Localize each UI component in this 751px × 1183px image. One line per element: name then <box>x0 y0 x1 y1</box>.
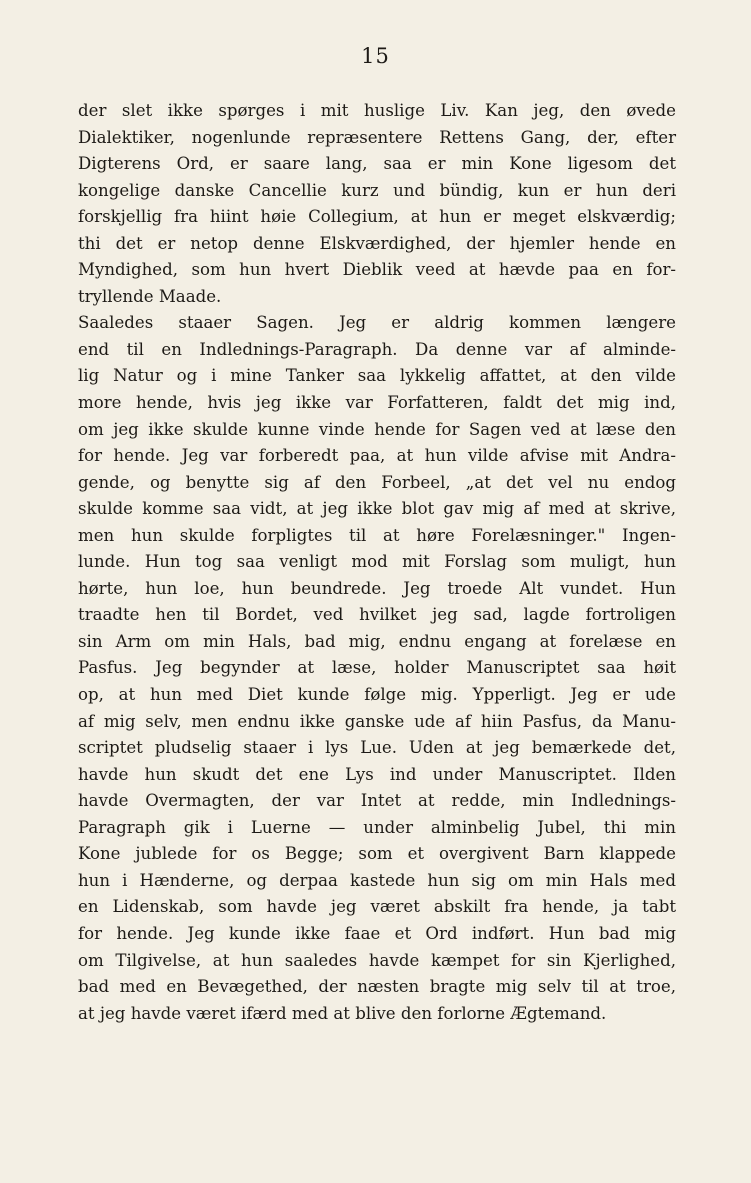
text-line: op, at hun med Diet kunde følge mig. Ypperligt. Jeg er ude <box>78 685 676 705</box>
text-line: kongelige danske Cancellie kurz und bündig, kun er hun deri <box>78 180 676 200</box>
paragraph-start-line: Saaledes staaer Sagen. Jeg er aldrig kommen længere <box>78 313 676 333</box>
text-line: more hende, hvis jeg ikke var Forfatteren, faldt det mig ind, <box>78 393 676 413</box>
text-line: tryllende Maade. <box>78 286 222 306</box>
text-line: forskjellig fra hiint høie Collegium, at hun er meget elskværdig; <box>78 207 676 227</box>
text-line: der slet ikke spørges i mit huslige Liv. Kan jeg, den øvede <box>78 101 676 120</box>
text-line: gende, og benytte sig af den Forbeel, „at det vel nu endog <box>78 472 676 492</box>
text-line: hun i Hænderne, og derpaa kastede hun sig om min Hals med <box>78 870 676 890</box>
text-line: Kone jublede for os Begge; som et overgivent Barn klappede <box>78 844 676 864</box>
text-line: af mig selv, men endnu ikke ganske ude af hiin Pasfus, da Manu- <box>78 711 676 731</box>
text-line: havde hun skudt det ene Lys ind under Manuscriptet. Ilden <box>78 764 676 784</box>
text-line: Pasfus. Jeg begynder at læse, holder Manuscriptet saa høit <box>78 658 676 678</box>
text-line: lig Natur og i mine Tanker saa lykkelig affattet, at den vilde <box>78 366 676 386</box>
text-line: Dialektiker, nogenlunde repræsentere Rettens Gang, der, efter <box>78 127 676 147</box>
text-line: bad med en Bevægethed, der næsten bragte mig selv til at troe, <box>78 977 676 997</box>
page-number: 15 <box>361 44 390 68</box>
text-line: sin Arm om min Hals, bad mig, endnu engang at forelæse en <box>78 631 676 651</box>
text-line: for hende. Jeg kunde ikke faae et Ord indført. Hun bad mig <box>78 923 676 943</box>
text-line: for hende. Jeg var forberedt paa, at hun vilde afvise mit Andra- <box>78 446 676 466</box>
text-line: skulde komme saa vidt, at jeg ikke blot gav mig af med at skrive, <box>78 499 676 519</box>
text-line: havde Overmagten, der var Intet at redde, min Indlednings- <box>78 791 676 811</box>
text-line: Paragraph gik i Luerne — under alminbelig Jubel, thi min <box>78 817 676 837</box>
text-line: end til en Indlednings-Paragraph. Da denne var af alminde- <box>78 339 676 359</box>
text-line: scriptet pludselig staaer i lys Lue. Uden at jeg bemærkede det, <box>78 738 676 758</box>
text-line: hørte, hun loe, hun beundrede. Jeg troede Alt vundet. Hun <box>78 578 676 598</box>
text-line: traadte hen til Bordet, ved hvilket jeg sad, lagde fortroligen <box>78 605 676 625</box>
text-line: en Lidenskab, som havde jeg været abskilt fra hende, ja tabt <box>78 897 676 917</box>
text-line: thi det er netop denne Elskværdighed, der hjemler hende en <box>78 233 676 253</box>
text-line: om Tilgivelse, at hun saaledes havde kæmpet for sin Kjerlighed, <box>78 950 676 970</box>
text-line: om jeg ikke skulde kunne vinde hende for Sagen ved at læse den <box>78 419 676 439</box>
body-text <box>78 98 676 1027</box>
text-line: men hun skulde forpligtes til at høre Forelæsninger." Ingen- <box>78 525 676 545</box>
text-line: at jeg havde været ifærd med at blive den forlorne Ægtemand. <box>78 1003 607 1023</box>
text-line: lunde. Hun tog saa venligt mod mit Forslag som muligt, hun <box>78 552 676 572</box>
text-line: Myndighed, som hun hvert Dieblik veed at hævde paa en for- <box>78 260 676 280</box>
text-line: Digterens Ord, er saare lang, saa er min Kone ligesom det <box>78 154 676 174</box>
